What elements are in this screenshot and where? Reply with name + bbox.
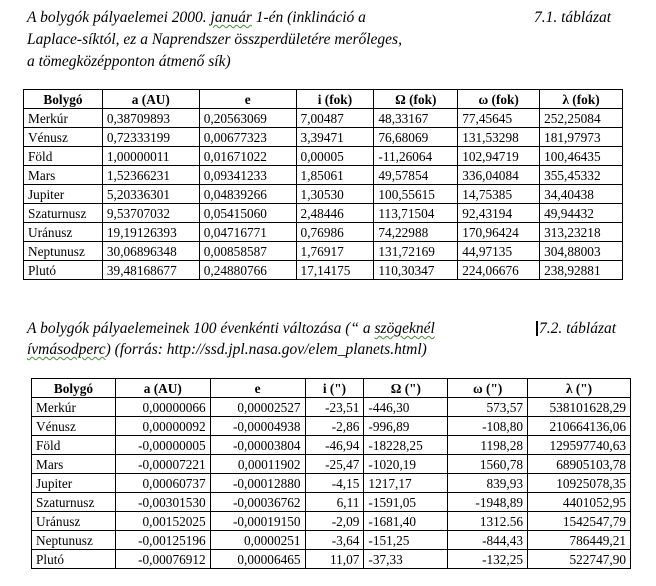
- table-cell: 0,00011902: [210, 455, 305, 474]
- table-row: [24, 261, 623, 280]
- planet-name-cell: Szaturnusz: [32, 493, 116, 512]
- table-cell: -0,00076912: [115, 550, 210, 569]
- planet-name-cell: Plutó: [24, 261, 103, 280]
- table2-number: 7.2. táblázat: [539, 320, 617, 337]
- planet-name-cell: Vénusz: [32, 417, 116, 436]
- planet-name-cell: Neptunusz: [32, 531, 116, 550]
- table-cell: 0,20563069: [199, 109, 296, 128]
- table-cell: -108,80: [448, 417, 528, 436]
- column-header: Ω (fok): [374, 90, 458, 109]
- spellcheck-word: szögeknél: [374, 320, 435, 337]
- table-row: [32, 531, 631, 550]
- table-cell: 0,04716771: [199, 223, 296, 242]
- planet-name-cell: Föld: [32, 436, 116, 455]
- planet-name-cell: Merkúr: [24, 109, 103, 128]
- table-row: [24, 242, 623, 261]
- spellcheck-word: január: [210, 9, 252, 26]
- planet-name-cell: Mars: [24, 166, 103, 185]
- table-cell: 0,00005: [296, 147, 374, 166]
- table-cell: 44,97135: [458, 242, 540, 261]
- column-header: ω ("): [448, 379, 528, 398]
- table-cell: 9,53707032: [102, 204, 199, 223]
- table-row: [24, 147, 623, 166]
- column-header: Ω ("): [364, 379, 448, 398]
- table-cell: 74,22988: [374, 223, 458, 242]
- planet-name-cell: Jupiter: [24, 185, 103, 204]
- table-cell: 0,38709893: [102, 109, 199, 128]
- table-cell: -46,94: [305, 436, 364, 455]
- table-cell: 0,24880766: [199, 261, 296, 280]
- planet-name-cell: Jupiter: [32, 474, 116, 493]
- table-cell: 252,25084: [540, 109, 623, 128]
- table-cell: 48,33167: [374, 109, 458, 128]
- table-row: [24, 166, 623, 185]
- column-header: λ (fok): [540, 90, 623, 109]
- table-cell: 3,39471: [296, 128, 374, 147]
- planet-name-cell: Merkúr: [32, 398, 116, 417]
- table-row: [32, 512, 631, 531]
- table-cell: 0,00858587: [199, 242, 296, 261]
- table-row: [24, 223, 623, 242]
- table-cell: 0,76986: [296, 223, 374, 242]
- table-cell: -0,00301530: [115, 493, 210, 512]
- table-cell: 1,52366231: [102, 166, 199, 185]
- table-body: [24, 109, 623, 280]
- table-row: [24, 128, 623, 147]
- table-cell: 11,07: [305, 550, 364, 569]
- table2-caption-line2: [27, 341, 427, 359]
- table-cell: -0,00036762: [210, 493, 305, 512]
- table-row: [32, 474, 631, 493]
- table-cell: -0,00125196: [115, 531, 210, 550]
- table-cell: 100,55615: [374, 185, 458, 204]
- table-cell: 68905103,78: [528, 455, 631, 474]
- table-cell: 0,09341233: [199, 166, 296, 185]
- planet-name-cell: Uránusz: [24, 223, 103, 242]
- table-cell: 0,00060737: [115, 474, 210, 493]
- table-cell: 1,00000011: [102, 147, 199, 166]
- table-cell: 77,45645: [458, 109, 540, 128]
- table-cell: 0,00000066: [115, 398, 210, 417]
- table-cell: -2,09: [305, 512, 364, 531]
- table-cell: 76,68069: [374, 128, 458, 147]
- table-cell: 839,93: [448, 474, 528, 493]
- table-cell: 238,92881: [540, 261, 623, 280]
- column-header: e: [210, 379, 305, 398]
- column-header: Bolygó: [24, 90, 103, 109]
- table-row: [24, 204, 623, 223]
- table-cell: -0,00012880: [210, 474, 305, 493]
- table-cell: 304,88003: [540, 242, 623, 261]
- planet-name-cell: Vénusz: [24, 128, 103, 147]
- table-row: [32, 398, 631, 417]
- table-cell: -4,15: [305, 474, 364, 493]
- spellcheck-word: ívmásodperc: [27, 341, 106, 358]
- table-cell: 0,00006465: [210, 550, 305, 569]
- table-cell: -1020,19: [364, 455, 448, 474]
- table-cell: 129597740,63: [528, 436, 631, 455]
- table-cell: 131,72169: [374, 242, 458, 261]
- table-cell: 5,20336301: [102, 185, 199, 204]
- table-cell: -151,25: [364, 531, 448, 550]
- table-cell: -2,86: [305, 417, 364, 436]
- table-row: [32, 550, 631, 569]
- table-cell: 19,19126393: [102, 223, 199, 242]
- planet-name-cell: Mars: [32, 455, 116, 474]
- table-cell: -11,26064: [374, 147, 458, 166]
- table-cell: 181,97973: [540, 128, 623, 147]
- table-cell: -446,30: [364, 398, 448, 417]
- column-header: i ("): [305, 379, 364, 398]
- table-cell: 92,43194: [458, 204, 540, 223]
- table-cell: 355,45332: [540, 166, 623, 185]
- table-cell: 49,57854: [374, 166, 458, 185]
- table-cell: 538101628,29: [528, 398, 631, 417]
- table-cell: 7,00487: [296, 109, 374, 128]
- table-cell: -18228,25: [364, 436, 448, 455]
- table2-caption-line1: [27, 320, 435, 338]
- table-cell: 6,11: [305, 493, 364, 512]
- table-row: [32, 417, 631, 436]
- column-header: a (AU): [115, 379, 210, 398]
- table-cell: -0,00003804: [210, 436, 305, 455]
- table-cell: -0,00007221: [115, 455, 210, 474]
- table-cell: 113,71504: [374, 204, 458, 223]
- table-row: [32, 493, 631, 512]
- column-header: e: [199, 90, 296, 109]
- table-cell: 17,14175: [296, 261, 374, 280]
- table-cell: 39,48168677: [102, 261, 199, 280]
- table-cell: -1591,05: [364, 493, 448, 512]
- table-body: [32, 398, 631, 569]
- table-cell: -37,33: [364, 550, 448, 569]
- table-row: [32, 455, 631, 474]
- table-cell: 0,05415060: [199, 204, 296, 223]
- table-cell: 1198,28: [448, 436, 528, 455]
- orbital-elements-table: [23, 89, 623, 280]
- table-cell: 210664136,06: [528, 417, 631, 436]
- table-cell: 0,72333199: [102, 128, 199, 147]
- table-cell: 313,23218: [540, 223, 623, 242]
- column-header: Bolygó: [32, 379, 116, 398]
- table-cell: 336,04084: [458, 166, 540, 185]
- table-cell: 0,00002527: [210, 398, 305, 417]
- table-cell: 786449,21: [528, 531, 631, 550]
- column-header: i (fok): [296, 90, 374, 109]
- table-cell: -996,89: [364, 417, 448, 436]
- table-cell: 0,00000092: [115, 417, 210, 436]
- table-header-row: [24, 90, 623, 109]
- text-cursor: [536, 321, 538, 336]
- table-row: [24, 109, 623, 128]
- table-cell: 522747,90: [528, 550, 631, 569]
- table-cell: -132,25: [448, 550, 528, 569]
- table-cell: 170,96424: [458, 223, 540, 242]
- table-cell: 102,94719: [458, 147, 540, 166]
- column-header: a (AU): [102, 90, 199, 109]
- table1-caption-line3: a tömegközépponton átmenő sík): [27, 53, 231, 70]
- table-cell: -0,00019150: [210, 512, 305, 531]
- table-cell: 1,30530: [296, 185, 374, 204]
- table-cell: 34,40438: [540, 185, 623, 204]
- column-header: ω (fok): [458, 90, 540, 109]
- table1-caption-line2: Laplace-síktól, ez a Naprendszer összperdületére merőleges,: [27, 31, 402, 48]
- table-cell: 4401052,95: [528, 493, 631, 512]
- planet-name-cell: Plutó: [32, 550, 116, 569]
- table-cell: 1217,17: [364, 474, 448, 493]
- table-cell: -1681,40: [364, 512, 448, 531]
- orbital-changes-table: [31, 378, 631, 569]
- table-cell: 10925078,35: [528, 474, 631, 493]
- table-cell: 0,0000251: [210, 531, 305, 550]
- table-cell: 30,06896348: [102, 242, 199, 261]
- table-cell: -0,00004938: [210, 417, 305, 436]
- caption-text: 1-én (inklináció a: [251, 9, 366, 26]
- table-cell: -25,47: [305, 455, 364, 474]
- table-cell: 0,01671022: [199, 147, 296, 166]
- column-header: λ ("): [528, 379, 631, 398]
- table-header-row: [32, 379, 631, 398]
- table-cell: 49,94432: [540, 204, 623, 223]
- table-cell: 1,76917: [296, 242, 374, 261]
- table-cell: 14,75385: [458, 185, 540, 204]
- planet-name-cell: Föld: [24, 147, 103, 166]
- table-cell: 224,06676: [458, 261, 540, 280]
- table-cell: -23,51: [305, 398, 364, 417]
- table-cell: 573,57: [448, 398, 528, 417]
- table-cell: -0,00000005: [115, 436, 210, 455]
- caption-text: A bolygók pályaelemeinek 100 évenkénti változása (“ a: [27, 320, 375, 337]
- table-row: [32, 436, 631, 455]
- table-cell: 1312.56: [448, 512, 528, 531]
- table-cell: 1560,78: [448, 455, 528, 474]
- planet-name-cell: Uránusz: [32, 512, 116, 531]
- caption-text: ) (forrás: http://ssd.jpl.nasa.gov/elem_planets.html): [105, 341, 427, 358]
- table-cell: 0,00677323: [199, 128, 296, 147]
- table-row: [24, 185, 623, 204]
- table-cell: -1948,89: [448, 493, 528, 512]
- planet-name-cell: Neptunusz: [24, 242, 103, 261]
- table-cell: 131,53298: [458, 128, 540, 147]
- table1-caption-line1: [27, 9, 366, 27]
- table-cell: -844,43: [448, 531, 528, 550]
- table-cell: 100,46435: [540, 147, 623, 166]
- table-cell: 110,30347: [374, 261, 458, 280]
- table-cell: 0,00152025: [115, 512, 210, 531]
- table1-number: 7.1. táblázat: [534, 9, 612, 26]
- planet-name-cell: Szaturnusz: [24, 204, 103, 223]
- table-cell: 1,85061: [296, 166, 374, 185]
- table-cell: 0,04839266: [199, 185, 296, 204]
- table-cell: 2,48446: [296, 204, 374, 223]
- table-cell: -3,64: [305, 531, 364, 550]
- caption-text: A bolygók pályaelemei 2000.: [27, 9, 211, 26]
- table-cell: 1542547,79: [528, 512, 631, 531]
